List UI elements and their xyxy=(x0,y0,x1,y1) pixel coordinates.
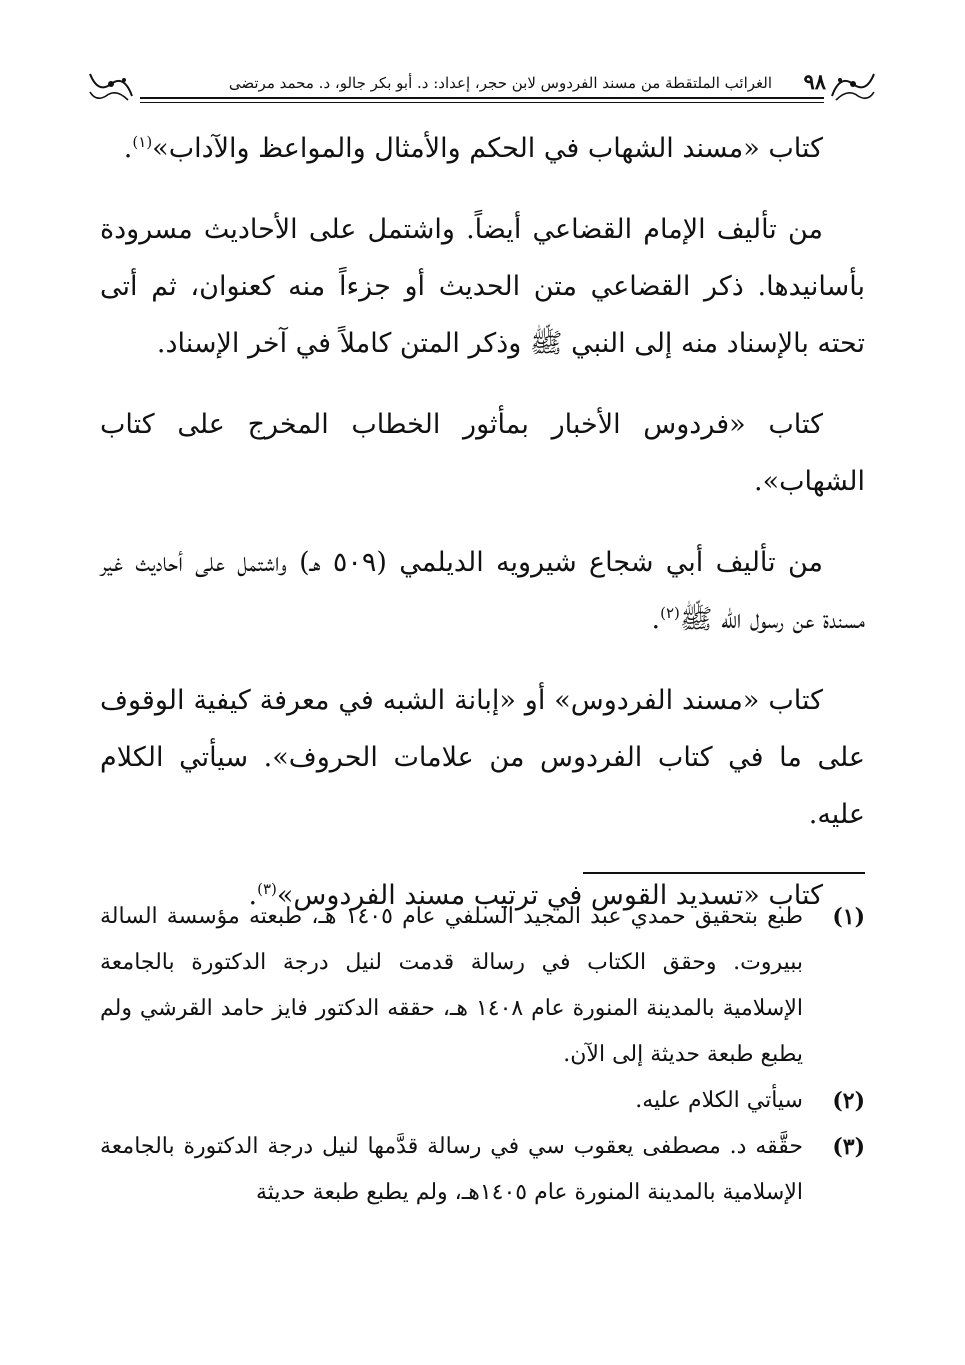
paragraph-text: كتاب «تسديد القوس في ترتيب مسند الفردوس» xyxy=(276,880,823,911)
ornament-icon xyxy=(86,66,136,104)
footnote-ref[interactable]: (٣) xyxy=(257,880,277,898)
footnote xyxy=(100,894,865,1078)
sentence-end: . xyxy=(248,880,258,911)
footnote-number: (٣) xyxy=(832,1134,865,1160)
page-number: ٩٨ xyxy=(803,69,826,94)
ornament-icon xyxy=(828,66,878,104)
page-header xyxy=(86,62,878,106)
running-title: الغرائب الملتقطة من مسند الفردوس لابن حجر، إعداد: د. أبو بكر جالو، د. محمد مرتضى xyxy=(228,74,772,92)
paragraph-text: من تأليف الإمام القضاعي أيضاً. واشتمل على الأحاديث مسرودة بأسانيدها. ذكر القضاعي متن الحديث أو جزءاً منه كعنوان، ثم أتى تحته بالإسناد منه إلى النبي ﷺ وذكر المتن كاملاً في آخر الإسناد. xyxy=(100,214,865,359)
header-rule-thin xyxy=(140,102,824,103)
footnote xyxy=(100,1124,865,1216)
footnote-separator xyxy=(583,872,865,874)
paragraph-text: كتاب «مسند الشهاب في الحكم والأمثال والمواعظ والآداب» xyxy=(152,133,823,164)
sentence-end: . xyxy=(651,604,661,635)
footnotes xyxy=(100,894,865,1216)
paragraph xyxy=(100,396,865,510)
footnote-ref[interactable]: (٢) xyxy=(660,604,680,622)
paragraph xyxy=(100,534,865,648)
footnote-number: (١) xyxy=(832,904,865,930)
footnote-text: حقَّقه د. مصطفى يعقوب سي في رسالة قدَّمها لنيل درجة الدكتورة بالجامعة الإسلامية بالمدينة المنورة عام ١٤٠٥هـ، ولم يطبع طبعة حديثة xyxy=(100,1134,803,1205)
paragraph-text: كتاب «مسند الفردوس» أو «إبانة الشبه في معرفة كيفية الوقوف على ما في كتاب الفردوس من علامات الحروف». سيأتي الكلام عليه. xyxy=(100,685,865,830)
paragraph xyxy=(100,120,865,177)
paragraph-text: كتاب «فردوس الأخبار بمأثور الخطاب المخرج على كتاب الشهاب». xyxy=(100,409,865,497)
paragraph xyxy=(100,201,865,372)
sentence-end: . xyxy=(123,133,133,164)
footnote xyxy=(100,1078,865,1124)
footnote-number: (٢) xyxy=(832,1088,865,1114)
paragraph-text: من تأليف أبي شجاع شيرويه الديلمي (٥٠٩ هـ) واشتمل على أحاديث غير مسندة عن رسول الله ﷺ xyxy=(100,547,865,635)
body-text xyxy=(100,120,865,924)
paragraph xyxy=(100,672,865,843)
footnote-text: طبع بتحقيق حمدي عبد المجيد السلفي عام ١٤٠٥ هـ، طبعته مؤسسة السالة ببيروت. وحقق الكتاب في رسالة قدمت لنيل درجة الدكتورة بالجامعة الإسلامية بالمدينة المنورة عام ١٤٠٨ هـ، حققه الدكتور فايز حامد القرشي ولم يطبع طبعة حديثة إلى الآن. xyxy=(100,904,804,1067)
header-rule xyxy=(140,97,824,99)
footnote-ref[interactable]: (١) xyxy=(132,133,153,151)
footnote-text: سيأتي الكلام عليه. xyxy=(635,1088,803,1113)
